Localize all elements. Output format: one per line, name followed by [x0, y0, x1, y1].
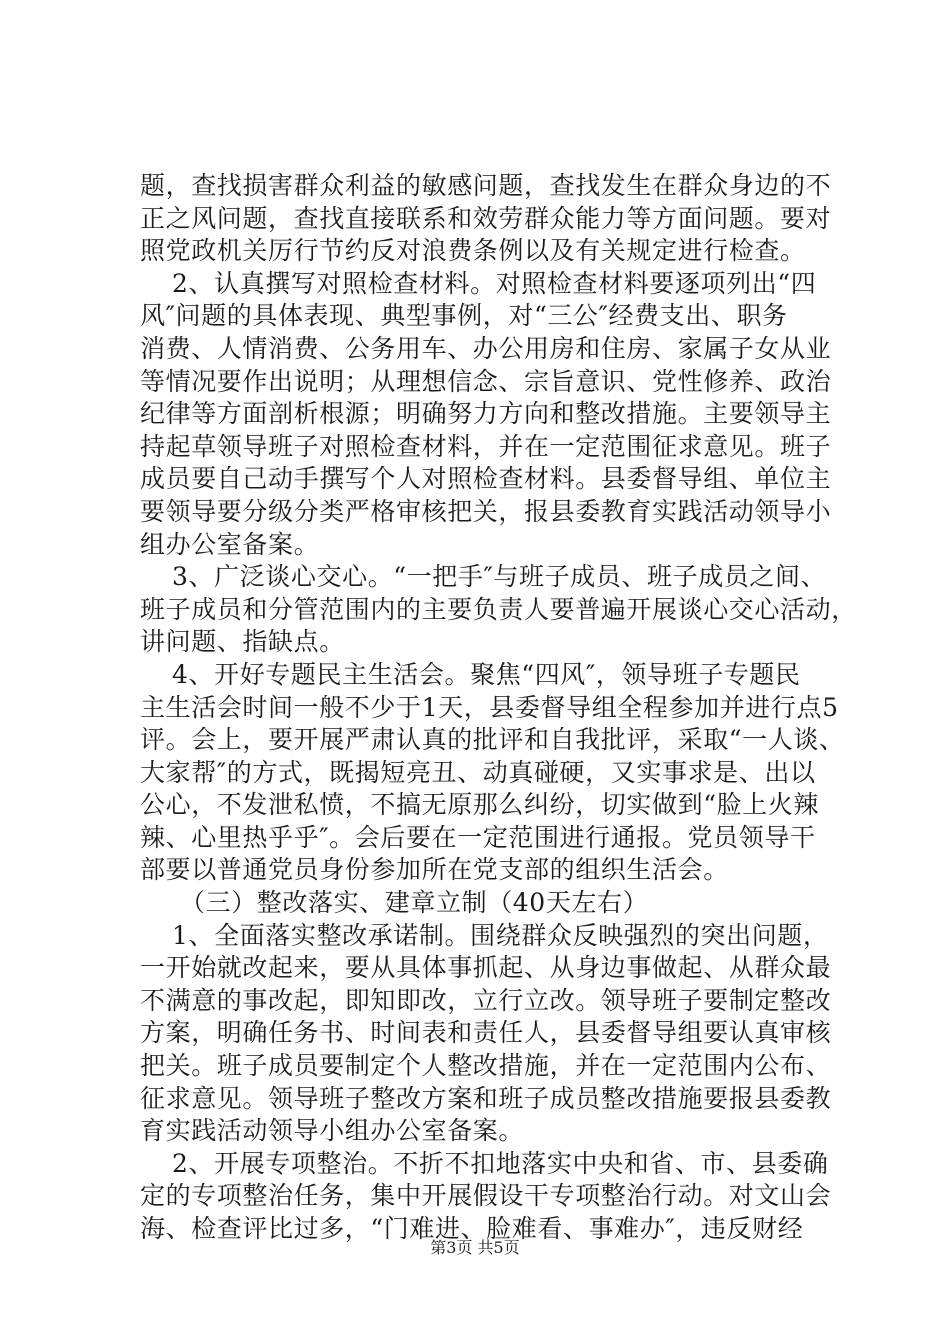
paragraph-start-line: 2、认真撰写对照检查材料。对照检查材料要逐项列出“四 — [172, 268, 817, 298]
paragraph-start-line: 3、广泛谈心交心。“一把手″与班子成员、班子成员之间、 — [172, 562, 827, 592]
text-line: 征求意见。领导班子整改方案和班子成员整改措施要报县委教 — [140, 1083, 832, 1113]
text-line: 一开始就改起来，要从具体事抓起、从身边事做起、从群众最 — [140, 953, 832, 983]
text-line: 评。会上，要开展严肃认真的批评和自我批评，采取“一人谈、 — [140, 725, 845, 755]
text-line: 不满意的事改起，即知即改，立行立改。领导班子要制定整改 — [140, 985, 832, 1015]
text-line: 公心，不发泄私愤，不搞无原那么纠纷，切实做到“脸上火辣 — [140, 790, 819, 820]
text-line: 等情况要作出说明；从理想信念、宗旨意识、党性修养、政治 — [140, 366, 832, 396]
text-line: 方案，明确任务书、时间表和责任人，县委督导组要认真审核 — [140, 1018, 832, 1048]
paragraph-start-line: 4、开好专题民主生活会。聚焦“四风″，领导班子专题民 — [172, 659, 801, 689]
text-line: 风″问题的具体表现、典型事例，对“三公″经费支出、职务 — [140, 301, 788, 331]
text-line: 纪律等方面剖析根源；明确努力方向和整改措施。主要领导主 — [140, 399, 832, 429]
text-line: 把关。班子成员要制定个人整改措施，并在一定范围内公布、 — [140, 1051, 832, 1081]
page-footer — [0, 1237, 950, 1259]
section-heading: （三）整改落实、建章立制（40天左右） — [180, 888, 649, 918]
text-line: 组办公室备案。 — [140, 529, 320, 559]
document-body — [140, 170, 857, 1246]
text-line: 海、检查评比过多，“门难进、脸难看、事难办″，违反财经 — [140, 1214, 804, 1243]
text-line: 讲问题、指缺点。 — [140, 627, 345, 657]
text-line: 育实践活动领导小组办公室备案。 — [140, 1116, 525, 1146]
text-line: 持起草领导班子对照检查材料，并在一定范围征求意见。班子 — [140, 431, 832, 461]
text-line: 主生活会时间一般不少于1天，县委督导组全程参加并进行点5 — [140, 692, 839, 722]
text-line: 辣、心里热乎乎″。会后要在一定范围进行通报。党员领导干 — [140, 822, 816, 852]
text-line: 部要以普通党员身份参加所在党支部的组织生活会。 — [140, 855, 729, 885]
text-line: 大家帮″的方式，既揭短亮丑、动真碰硬，又实事求是、出以 — [140, 757, 816, 787]
text-line: 照党政机关厉行节约反对浪费条例以及有关规定进行检查。 — [140, 236, 806, 266]
paragraph-start-line: 2、开展专项整治。不折不扣地落实中央和省、市、县委确 — [172, 1148, 829, 1178]
text-line: 定的专项整治任务，集中开展假设干专项整治行动。对文山会 — [140, 1181, 832, 1211]
page-number-label: 第3页 共5页 — [430, 1238, 520, 1257]
text-line: 成员要自己动手撰写个人对照检查材料。县委督导组、单位主 — [140, 464, 832, 494]
text-line: 正之风问题，查找直接联系和效劳群众能力等方面问题。要对 — [140, 203, 832, 233]
text-line: 班子成员和分管范围内的主要负责人要普遍开展谈心交心活动， — [140, 594, 857, 624]
paragraph-start-line: 1、全面落实整改承诺制。围绕群众反映强烈的突出问题， — [172, 920, 829, 950]
text-line: 题，查找损害群众利益的敏感问题，查找发生在群众身边的不 — [140, 171, 832, 200]
text-line: 消费、人情消费、公务用车、办公用房和住房、家属子女从业 — [140, 333, 832, 363]
text-line: 要领导要分级分类严格审核把关，报县委教育实践活动领导小 — [140, 496, 832, 526]
